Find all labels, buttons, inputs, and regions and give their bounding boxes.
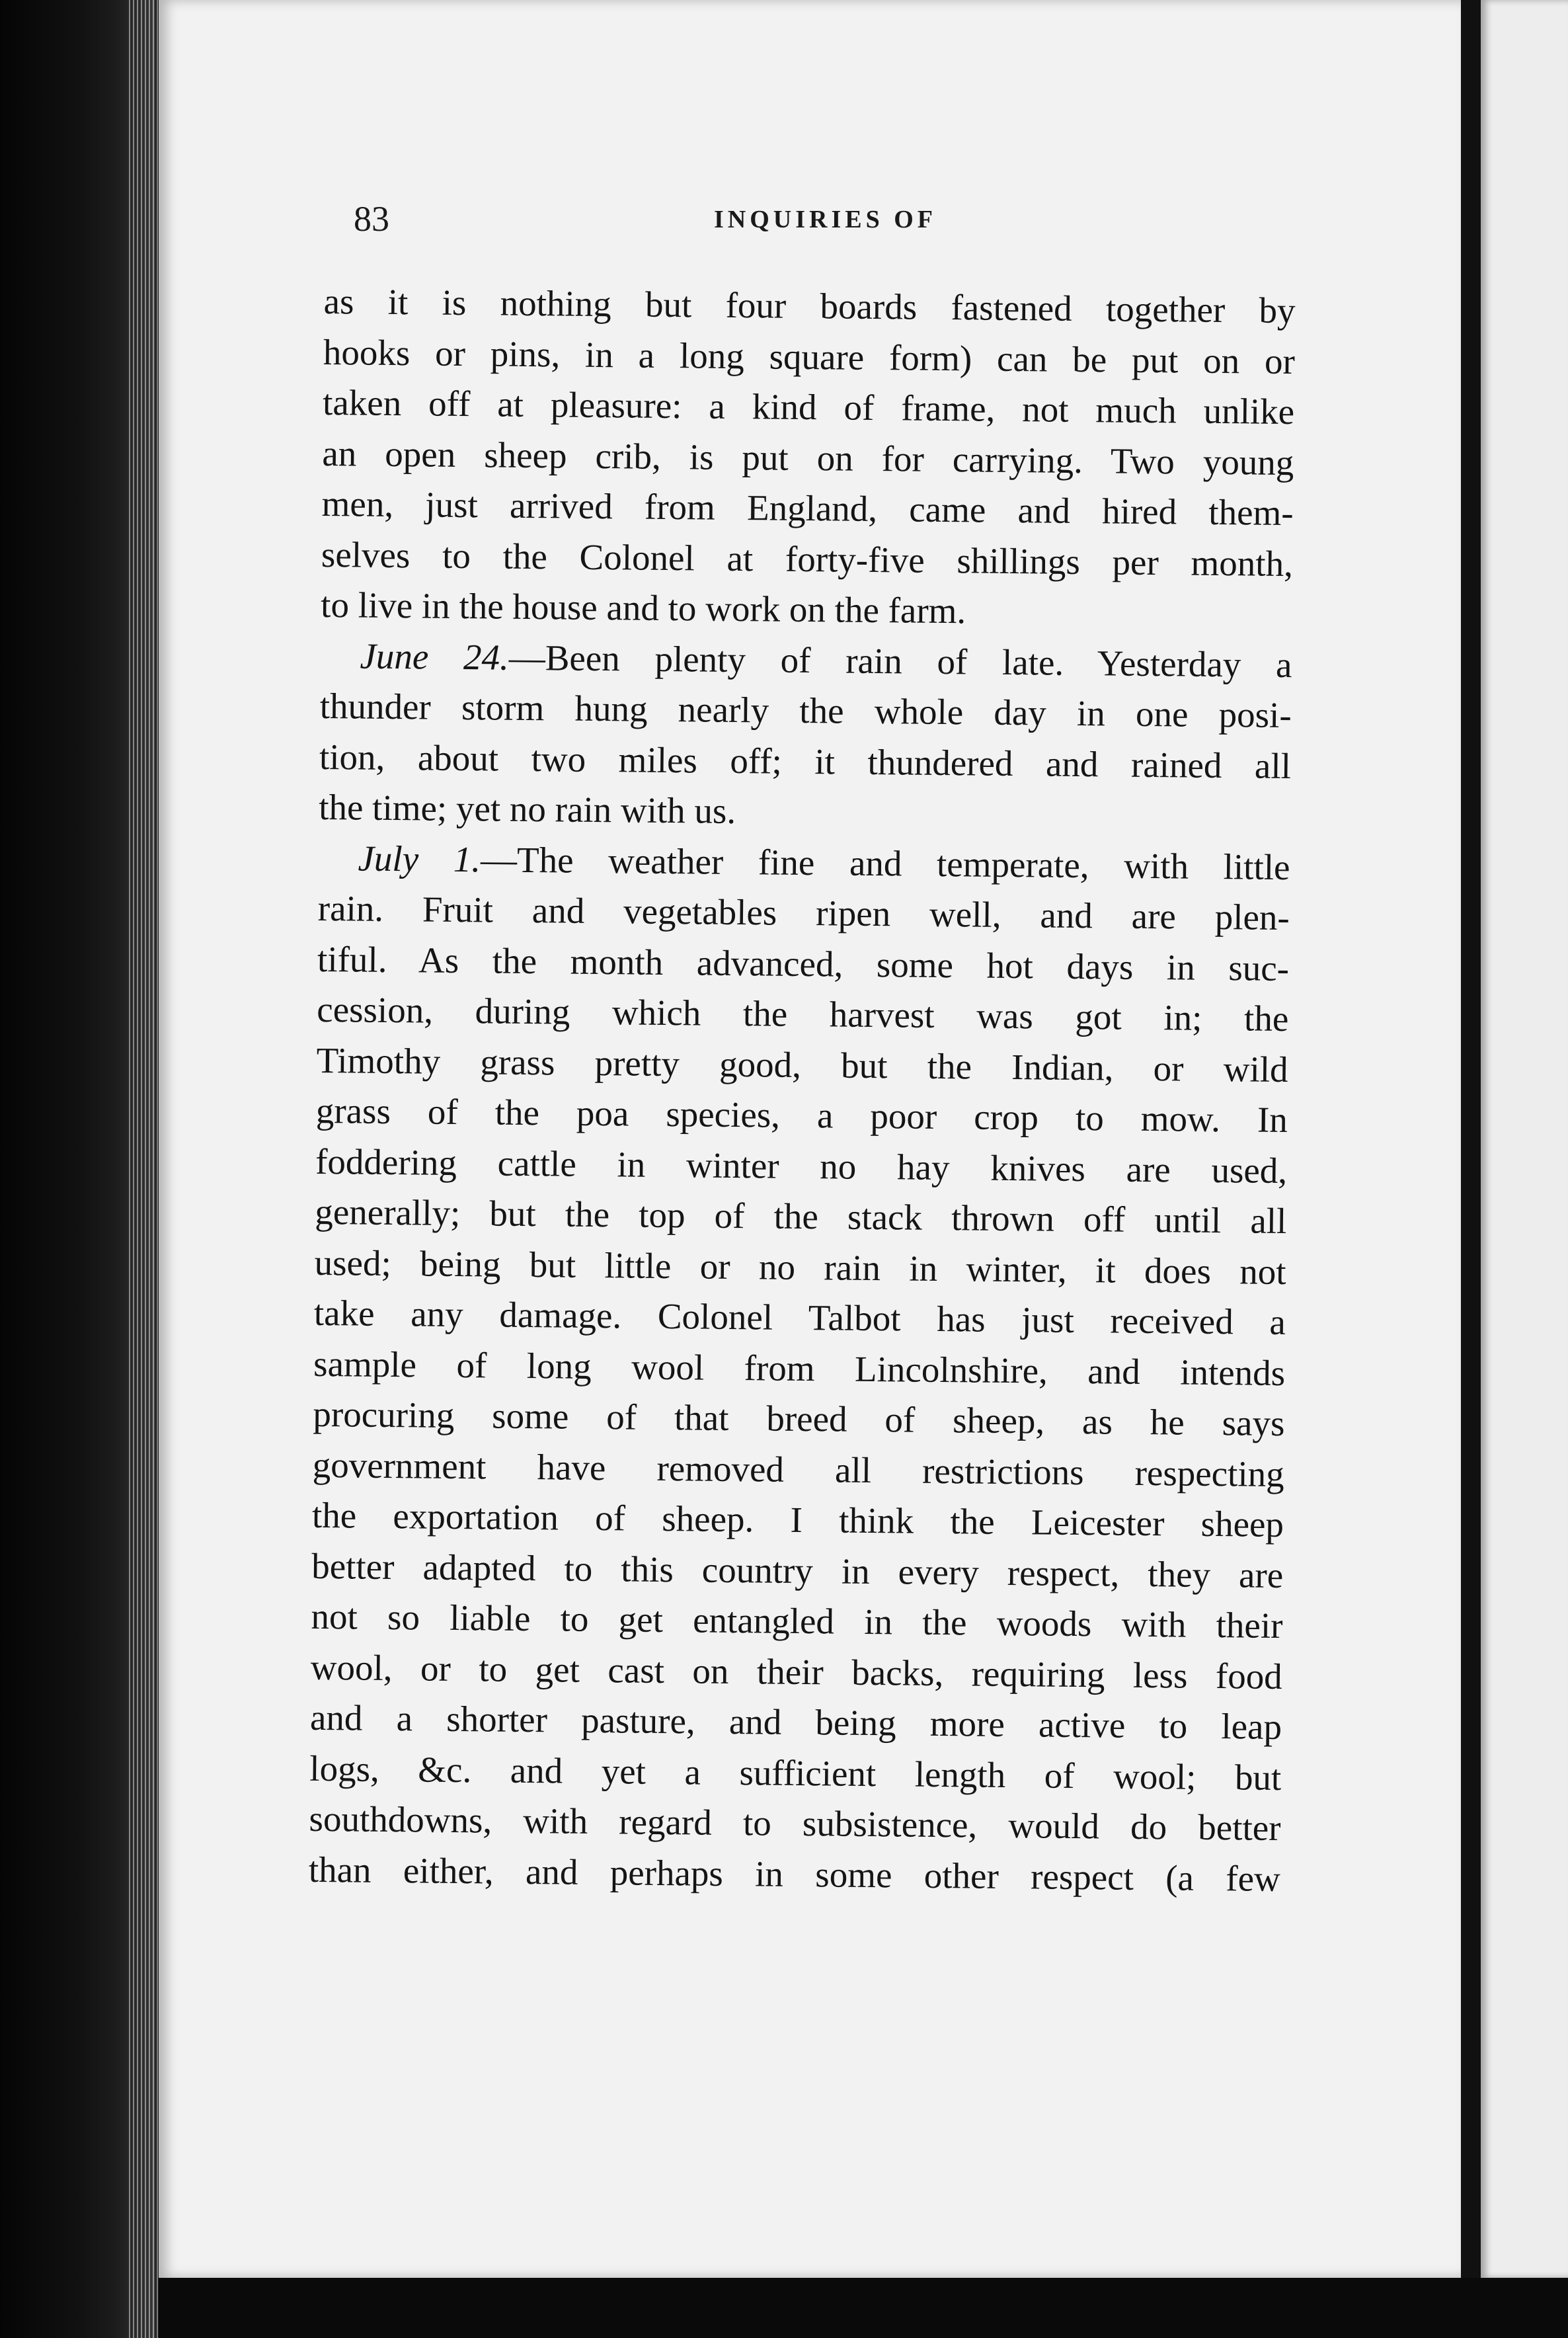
right-shadow-strip [1461, 0, 1481, 2338]
text-line [323, 327, 1296, 387]
text-line [320, 630, 1292, 690]
text-line [312, 1439, 1284, 1500]
text-line [319, 731, 1292, 791]
line-text: tion, about two miles off; it thundered and rained all [319, 736, 1292, 786]
line-text: the time; yet no rain with us. [319, 786, 736, 832]
line-text: procuring some of that breed of sheep, as he says [313, 1393, 1285, 1444]
entry-date: June 24. [360, 635, 510, 678]
text-line [311, 1592, 1283, 1652]
line-text: tiful. As the month advanced, some hot days in suc- [317, 938, 1290, 988]
text-line [309, 1794, 1281, 1854]
text-line [318, 832, 1290, 893]
line-text: take any damage. Colonel Talbot has just received a [313, 1292, 1286, 1343]
text-line [316, 1086, 1288, 1146]
text-line [319, 681, 1292, 741]
text-line [321, 479, 1294, 539]
line-text: southdowns, with regard to subsistence, would do better [309, 1798, 1281, 1849]
line-text: to live in the house and to work on the farm. [320, 584, 966, 631]
page-edges [129, 0, 159, 2338]
text-line [316, 1035, 1288, 1095]
running-head: INQUIRIES OF [714, 206, 937, 233]
text-line [314, 1237, 1286, 1297]
text-line [310, 1693, 1282, 1753]
text-line [317, 883, 1290, 944]
text-line [323, 276, 1296, 337]
line-text: generally; but the top of the stack thrown off until all [315, 1191, 1287, 1242]
line-text: not so liable to get entangled in the woods with their [311, 1595, 1283, 1646]
page-header [354, 198, 1279, 251]
line-text: taken off at pleasure: a kind of frame, not much unlike [322, 382, 1295, 432]
line-text: and a shorter pasture, and being more active to leap [309, 1697, 1282, 1748]
text-line [321, 580, 1293, 640]
line-text: an open sheep crib, is put on for carrying. Two young [322, 432, 1294, 483]
line-text: selves to the Colonel at forty-five shillings per month, [321, 534, 1294, 584]
text-line [311, 1541, 1284, 1601]
line-text: rain. Fruit and vegetables ripen well, and are plen- [317, 887, 1290, 938]
line-text: Timothy grass pretty good, but the Indian, or wild [316, 1039, 1288, 1090]
line-text: cession, during which the harvest was got in; the [317, 988, 1289, 1039]
text-line [313, 1338, 1286, 1398]
line-text: better adapted to this country in every respect, they are [311, 1545, 1284, 1595]
bottom-shadow-band [159, 2278, 1568, 2338]
line-text: than either, and perhaps in some other respect (a few [308, 1849, 1281, 1899]
text-line [310, 1642, 1282, 1702]
text-line [315, 1187, 1287, 1247]
line-text: thunder storm hung nearly the whole day in one posi- [319, 685, 1292, 736]
line-text: logs, &c. and yet a sufficient length of wool; but [309, 1748, 1282, 1798]
line-text: used; being but little or no rain in winter, it does not [314, 1242, 1286, 1292]
text-line [312, 1490, 1284, 1551]
text-line [309, 1844, 1281, 1904]
text-line [321, 529, 1294, 589]
line-text: government have removed all restrictions respecting [312, 1444, 1284, 1494]
line-text: grass of the poa species, a poor crop to mow. In [315, 1090, 1288, 1141]
text-line [317, 934, 1290, 994]
text-line [317, 985, 1289, 1045]
next-page-edge [1481, 0, 1568, 2278]
line-text: foddering cattle in winter no hay knives are used, [315, 1141, 1288, 1191]
text-line [315, 1136, 1288, 1196]
entry-date: July 1. [358, 838, 481, 879]
text-line [323, 378, 1295, 438]
text-line [309, 1743, 1282, 1803]
page-number: 83 [354, 199, 389, 239]
text-line [314, 1288, 1286, 1348]
text-line [313, 1389, 1285, 1449]
line-text: —The weather fine and temperate, with little [480, 838, 1290, 887]
line-text: wool, or to get cast on their backs, requiring less food [310, 1646, 1283, 1697]
text-line [322, 428, 1294, 488]
line-text: the exportation of sheep. I think the Leicester sheep [311, 1494, 1284, 1545]
line-text: men, just arrived from England, came and hired them- [321, 483, 1294, 534]
line-text: sample of long wool from Lincolnshire, and intends [313, 1343, 1286, 1393]
line-text: —Been plenty of rain of late. Yesterday a [508, 637, 1292, 685]
line-text: as it is nothing but four boards fastened together by [323, 280, 1296, 331]
text-line [319, 782, 1291, 842]
line-text: hooks or pins, in a long square form) can be put on or [323, 331, 1296, 382]
body-text [309, 276, 1296, 1904]
